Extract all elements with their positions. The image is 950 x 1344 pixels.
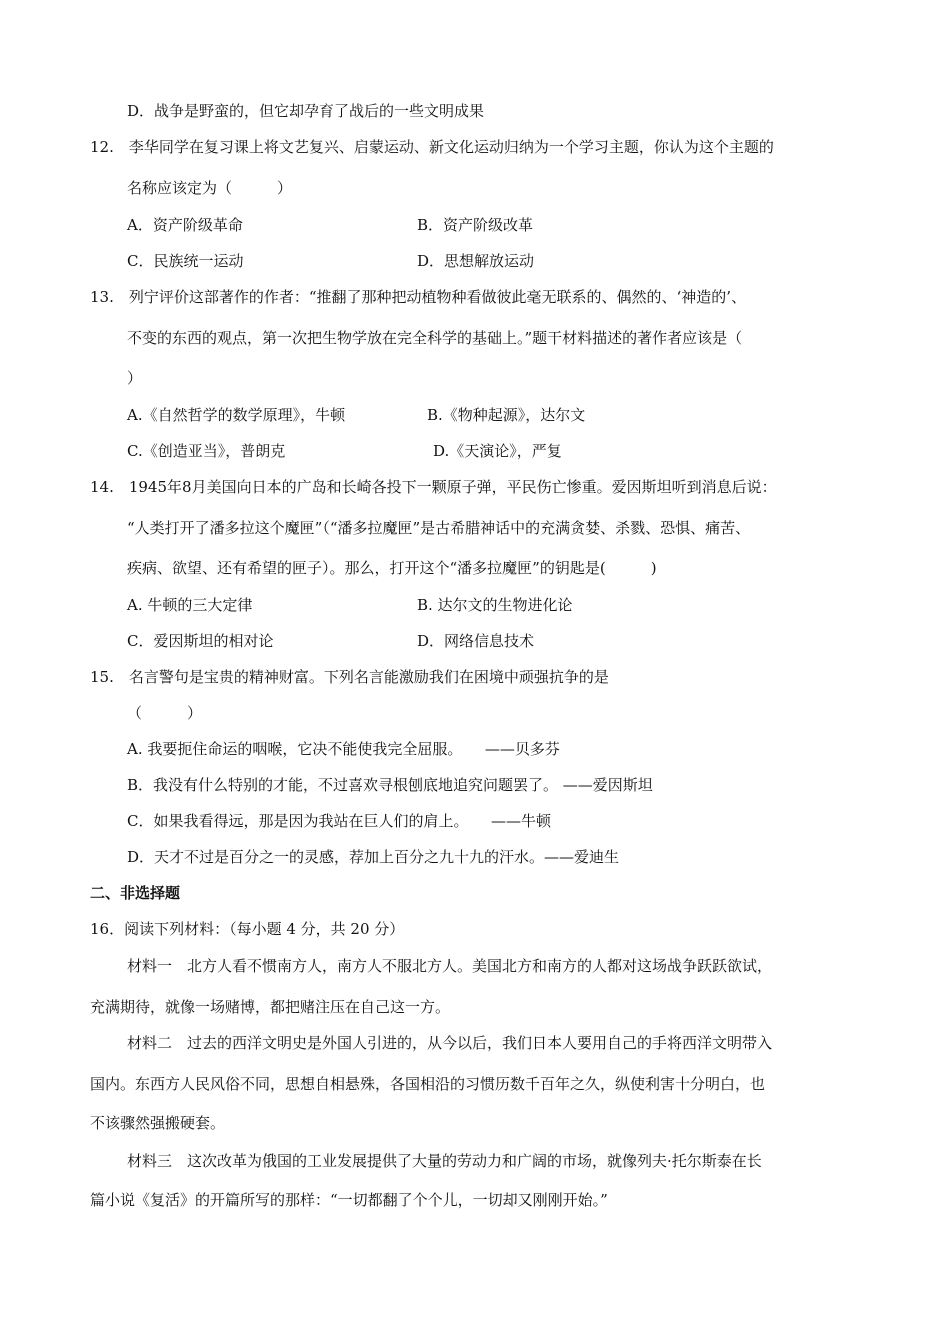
q15-stem-line1: 15. 名言警句是宝贵的精神财富。下列名言能激励我们在困境中顽强抗争的是 xyxy=(90,668,609,686)
section-title: 二、非选择题 xyxy=(90,884,181,902)
q16-material1-line2: 充满期待，就像一场赌博，都把赌注压在自己这一方。 xyxy=(90,998,451,1016)
q15-option-c: C．如果我看得远，那是因为我站在巨人们的肩上。 ——牛顿 xyxy=(127,812,551,830)
q14-option-c: C．爱因斯坦的相对论 xyxy=(127,632,274,650)
q14-stem-line3: 疾病、欲望、还有希望的匣子）。那么，打开这个“潘多拉魔匣”的钥匙是( ) xyxy=(127,559,657,577)
q13-stem-line3: ） xyxy=(127,369,143,387)
q16-material1-line1: 材料一 北方人看不惯南方人，南方人不服北方人。美国北方和南方的人都对这场战争跃跃欲试， xyxy=(127,957,773,975)
q13-stem-line1: 13. 列宁评价这部著作的作者：“推翻了那种把动植物种看做彼此毫无联系的、偶然的、‘神造的’、 xyxy=(90,288,747,306)
q16-material2-line3: 不该骤然强搬硬套。 xyxy=(90,1114,226,1132)
q13-option-a: A.《自然哲学的数学原理》，牛顿 xyxy=(127,406,346,424)
q16-material2-line1: 材料二 过去的西洋文明史是外国人引进的，从今以后，我们日本人要用自己的手将西洋文明带入 xyxy=(127,1034,773,1052)
q15-option-b: B．我没有什么特别的才能，不过喜欢寻根刨底地追究问题罢了。 ——爱因斯坦 xyxy=(127,776,653,794)
q11-option-d: D．战争是野蛮的，但它却孕育了战后的一些文明成果 xyxy=(127,102,485,120)
q15-option-d: D．天才不过是百分之一的灵感，荐加上百分之九十九的汗水。——爱迪生 xyxy=(127,848,620,866)
q14-option-a: A. 牛顿的三大定律 xyxy=(127,596,253,614)
q12-option-c: C．民族统一运动 xyxy=(127,252,244,270)
q14-option-b: B. 达尔文的生物进化论 xyxy=(417,596,573,614)
q13-option-d: D.《天演论》，严复 xyxy=(433,442,562,460)
q15-option-a: A. 我要扼住命运的咽喉，它决不能使我完全屈服。 ——贝多芬 xyxy=(127,740,560,758)
q12-stem-line1: 12. 李华同学在复习课上将文艺复兴、启蒙运动、新文化运动归纳为一个学习主题，你认为这个主题的 xyxy=(90,138,774,156)
q14-stem-line1: 14. 1945年8月美国向日本的广岛和长崎各投下一颗原子弹，平民伤亡惨重。爱因斯坦听到消息后说： xyxy=(90,478,777,496)
q13-option-b: B.《物种起源》，达尔文 xyxy=(427,406,586,424)
q14-option-d: D．网络信息技术 xyxy=(417,632,535,650)
q13-option-c: C.《创造亚当》，普朗克 xyxy=(127,442,286,460)
q16-material2-line2: 国内。东西方人民风俗不同，思想自相悬殊，各国相沿的习惯历数千百年之久，纵使利害十分明白，也 xyxy=(90,1075,766,1093)
q16-material3-line1: 材料三 这次改革为俄国的工业发展提供了大量的劳动力和广阔的市场，就像列夫·托尔斯泰在长 xyxy=(127,1152,762,1170)
q16-stem: 16．阅读下列材料：（每小题 4 分，共 20 分） xyxy=(90,920,405,938)
q12-option-a: A．资产阶级革命 xyxy=(127,216,243,234)
q16-material3-line2: 篇小说《复活》的开篇所写的那样：“一切都翻了个个儿，一切却又刚刚开始。” xyxy=(90,1191,608,1209)
q12-option-d: D．思想解放运动 xyxy=(417,252,535,270)
q12-option-b: B．资产阶级改革 xyxy=(417,216,534,234)
q12-stem-line2: 名称应该定为（ ） xyxy=(127,179,293,197)
q13-stem-line2: 不变的东西的观点，第一次把生物学放在完全科学的基础上。”题干材料描述的著作者应该是（ xyxy=(127,329,743,347)
q15-stem-line2: （ ） xyxy=(127,704,203,722)
q14-stem-line2: “人类打开了潘多拉这个魔匣”（“潘多拉魔匣”是古希腊神话中的充满贪婪、杀戮、恐惧、痛苦、 xyxy=(127,519,751,537)
